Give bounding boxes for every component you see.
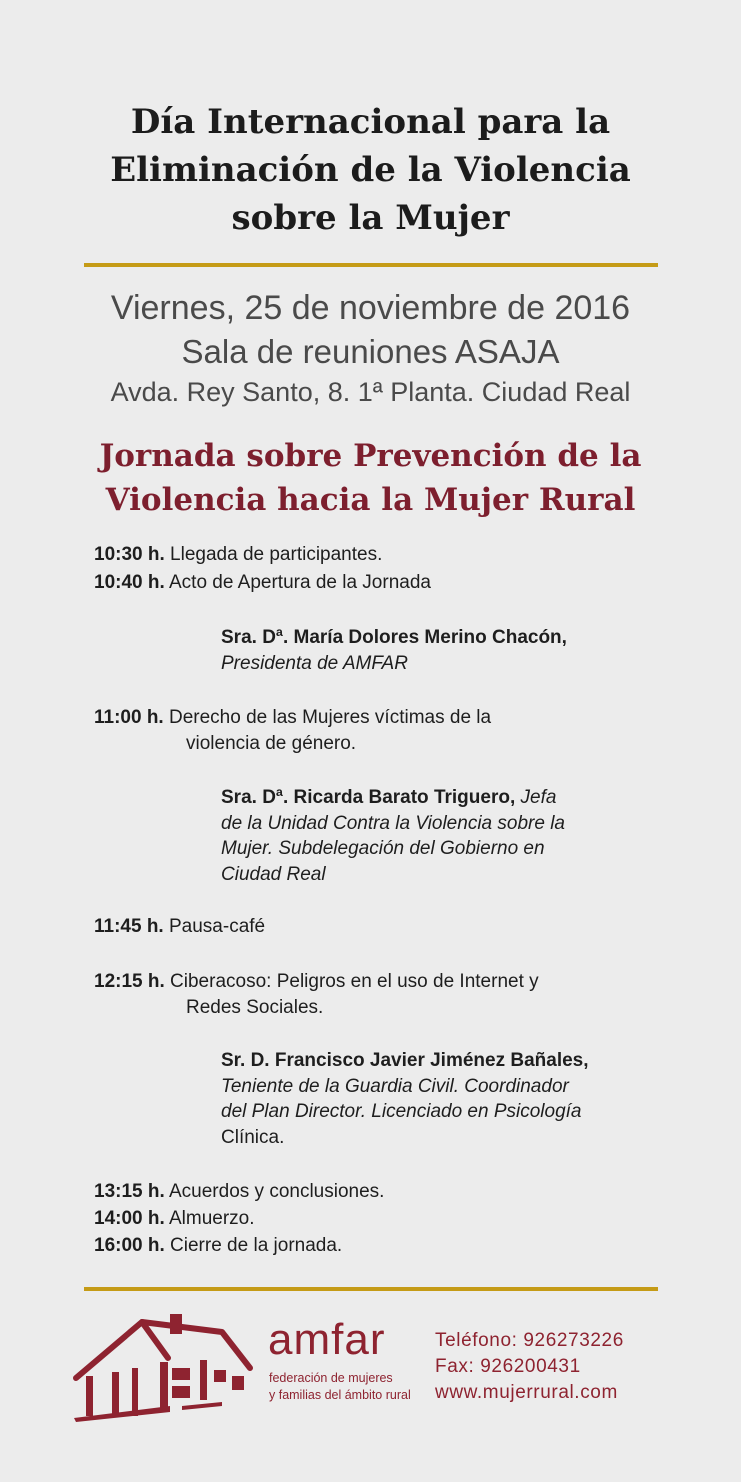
speaker-block: [221, 785, 651, 887]
event-info: [40, 286, 701, 410]
title-line-2: Eliminación de la Violencia: [110, 150, 631, 190]
title-line-1: Día Internacional para la: [130, 102, 611, 142]
speaker-name: Sra. Dª. María Dolores Merino Chacón,: [221, 627, 567, 648]
brand-tagline: [269, 1370, 419, 1404]
program-item: [94, 542, 382, 568]
program-text-continuation: Redes Sociales.: [186, 997, 324, 1018]
program-time: 16:00 h.: [94, 1235, 165, 1256]
subtitle-line-1: Jornada sobre Prevención de la: [99, 438, 642, 474]
contact-info: [435, 1328, 624, 1406]
program-text: Acuerdos y conclusiones.: [169, 1181, 385, 1202]
brand-tagline-line-2: y familias del ámbito rural: [269, 1388, 411, 1402]
program-text: Ciberacoso: Peligros en el uso de Internet y: [170, 971, 539, 992]
speaker-role: Presidenta de AMFAR: [221, 652, 408, 674]
program-time: 10:30 h.: [94, 544, 165, 565]
house-logo-icon: [72, 1310, 256, 1422]
speaker-role-line: de la Unidad Contra la Violencia sobre la: [221, 812, 565, 834]
program-text: Cierre de la jornada.: [170, 1235, 343, 1256]
program-item: [94, 1179, 384, 1205]
subtitle-line-2: Violencia hacia la Mujer Rural: [105, 482, 636, 518]
program-item: [94, 914, 265, 940]
program-time: 14:00 h.: [94, 1208, 165, 1229]
contact-phone: Teléfono: 926273226: [435, 1330, 624, 1351]
contact-website-link[interactable]: www.mujerrural.com: [435, 1382, 618, 1403]
contact-fax: Fax: 926200431: [435, 1356, 581, 1377]
speaker-name: Sr. D. Francisco Javier Jiménez Bañales,: [221, 1050, 589, 1071]
jornada-subtitle: [40, 434, 701, 522]
event-date: Viernes, 25 de noviembre de 2016: [110, 289, 631, 327]
program-text: Almuerzo.: [169, 1208, 255, 1229]
speaker-role-line: del Plan Director. Licenciado en Psicología: [221, 1101, 582, 1122]
program-item: [94, 705, 491, 731]
program-item: [94, 1233, 342, 1259]
speaker-block: [221, 625, 651, 676]
brand-tagline-line-1: federación de mujeres: [269, 1371, 393, 1385]
bottom-divider: [84, 1287, 658, 1291]
program-text: Derecho de las Mujeres víctimas de la: [169, 707, 492, 728]
page-title: [60, 98, 681, 242]
program-text: Acto de Apertura de la Jornada: [169, 572, 431, 593]
program-time: 11:00 h.: [94, 707, 164, 728]
program-time: 11:45 h.: [94, 916, 164, 937]
program-text: Pausa-café: [169, 916, 266, 937]
program-time: 12:15 h.: [94, 971, 165, 992]
program-item: [94, 969, 539, 995]
program-time: 10:40 h.: [94, 572, 165, 593]
program-item: [94, 1206, 255, 1232]
speaker-role-line: Clínica.: [221, 1126, 285, 1148]
event-address: Avda. Rey Santo, 8. 1ª Planta. Ciudad Real: [110, 377, 631, 407]
program-time: 13:15 h.: [94, 1181, 165, 1202]
program-text-continuation: violencia de género.: [186, 733, 357, 754]
speaker-role: Jefa: [520, 787, 557, 808]
speaker-role-line: Mujer. Subdelegación del Gobierno en: [221, 838, 545, 859]
program-text: Llegada de participantes.: [170, 544, 383, 565]
brand-wordmark: amfar: [268, 1315, 386, 1364]
title-line-3: sobre la Mujer: [231, 198, 510, 238]
top-divider: [84, 263, 658, 267]
event-venue: Sala de reuniones ASAJA: [181, 333, 560, 370]
speaker-role-line: Ciudad Real: [221, 863, 326, 885]
program-item: [94, 570, 431, 596]
speaker-block: [221, 1048, 651, 1150]
speaker-role-line: Teniente de la Guardia Civil. Coordinador: [221, 1075, 569, 1097]
speaker-name: Sra. Dª. Ricarda Barato Triguero,: [221, 787, 516, 808]
